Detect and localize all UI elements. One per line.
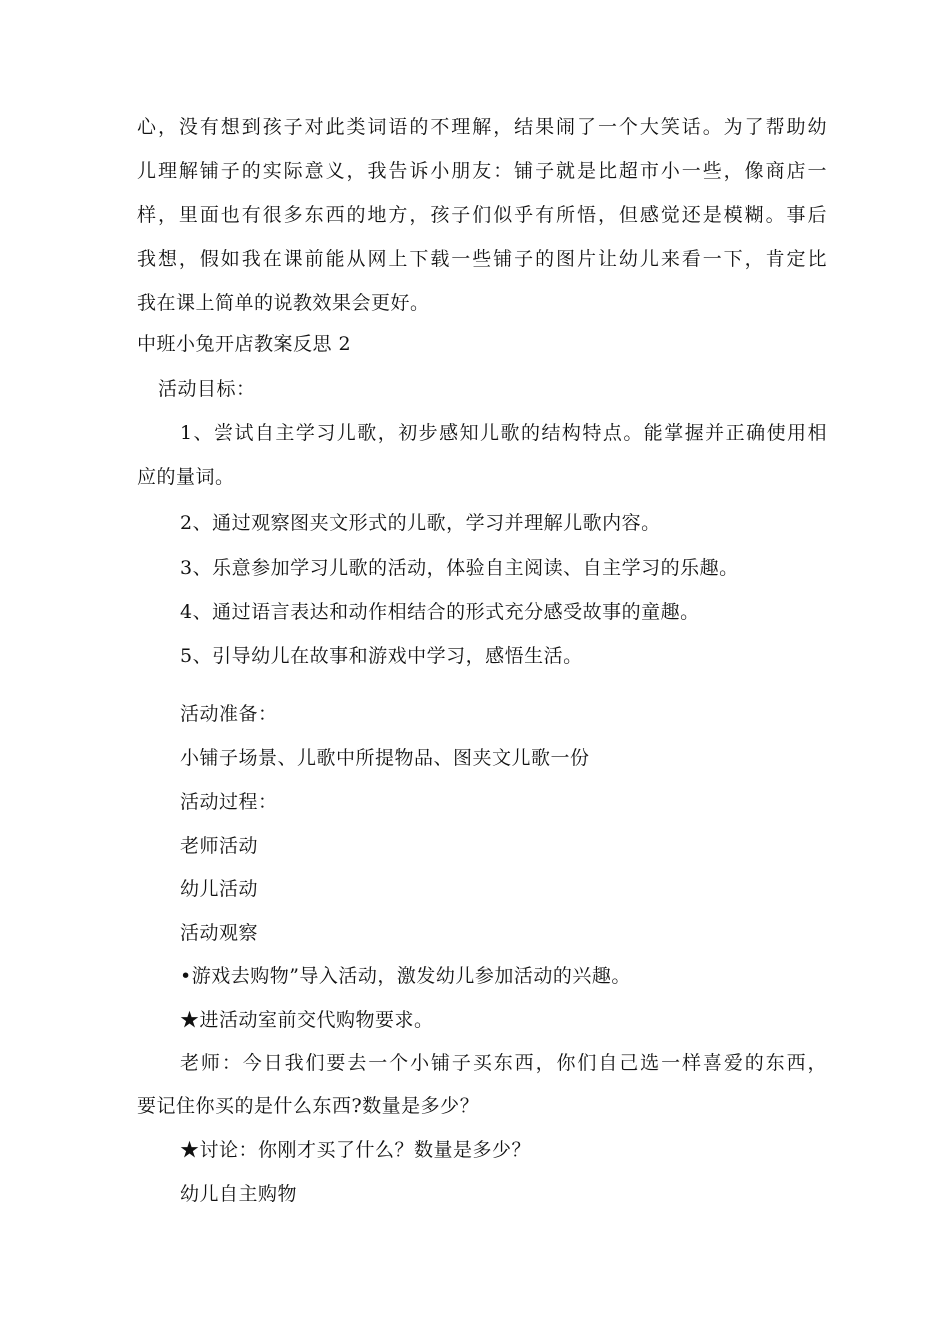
child-activity: 幼儿活动 — [180, 878, 259, 900]
goal-5: 5、引导幼儿在故事和游戏中学习，感悟生活。 — [180, 645, 583, 667]
step-star-2: ★讨论：你刚才买了什么？数量是多少？ — [180, 1139, 532, 1161]
goal-1-line-1: 1、尝试自主学习儿歌，初步感知儿歌的结构特点。能掌握并正确使用相 — [180, 422, 827, 444]
goal-3: 3、乐意参加学习儿歌的活动，体验自主阅读、自主学习的乐趣。 — [180, 557, 739, 579]
teacher-activity: 老师活动 — [180, 835, 259, 857]
prep-content: 小铺子场景、儿歌中所提物品、图夹文儿歌一份 — [180, 747, 590, 769]
section-title: 中班小兔开店教案反思 2 — [137, 333, 352, 355]
prep-heading: 活动准备： — [180, 703, 278, 725]
step-intro: •游戏去购物”导入活动，激发幼儿参加活动的兴趣。 — [180, 965, 631, 987]
step-star-1: ★进活动室前交代购物要求。 — [180, 1009, 434, 1031]
goal-1-line-2: 应的量词。 — [137, 466, 235, 488]
teacher-quote-line-1: 老师：今日我们要去一个小铺子买东西，你们自己选一样喜爱的东西， — [180, 1052, 827, 1074]
intro-line-5: 我在课上简单的说教效果会更好。 — [137, 292, 430, 314]
intro-line-1: 心，没有想到孩子对此类词语的不理解，结果闹了一个大笑话。为了帮助幼 — [137, 116, 827, 138]
process-heading: 活动过程： — [180, 791, 278, 813]
intro-line-2: 儿理解铺子的实际意义，我告诉小朋友：铺子就是比超市小一些，像商店一 — [137, 160, 827, 182]
teacher-quote-line-2: 要记住你买的是什么东西?数量是多少？ — [137, 1095, 480, 1117]
goal-2: 2、通过观察图夹文形式的儿歌，学习并理解儿歌内容。 — [180, 512, 661, 534]
activity-observation: 活动观察 — [180, 922, 259, 944]
intro-line-3: 样，里面也有很多东西的地方，孩子们似乎有所悟，但感觉还是模糊。事后 — [137, 204, 827, 226]
goal-4: 4、通过语言表达和动作相结合的形式充分感受故事的童趣。 — [180, 601, 700, 623]
intro-line-4: 我想，假如我在课前能从网上下载一些铺子的图片让幼儿来看一下，肯定比 — [137, 248, 827, 270]
goals-heading: 活动目标： — [158, 378, 256, 400]
child-shopping: 幼儿自主购物 — [180, 1183, 298, 1205]
